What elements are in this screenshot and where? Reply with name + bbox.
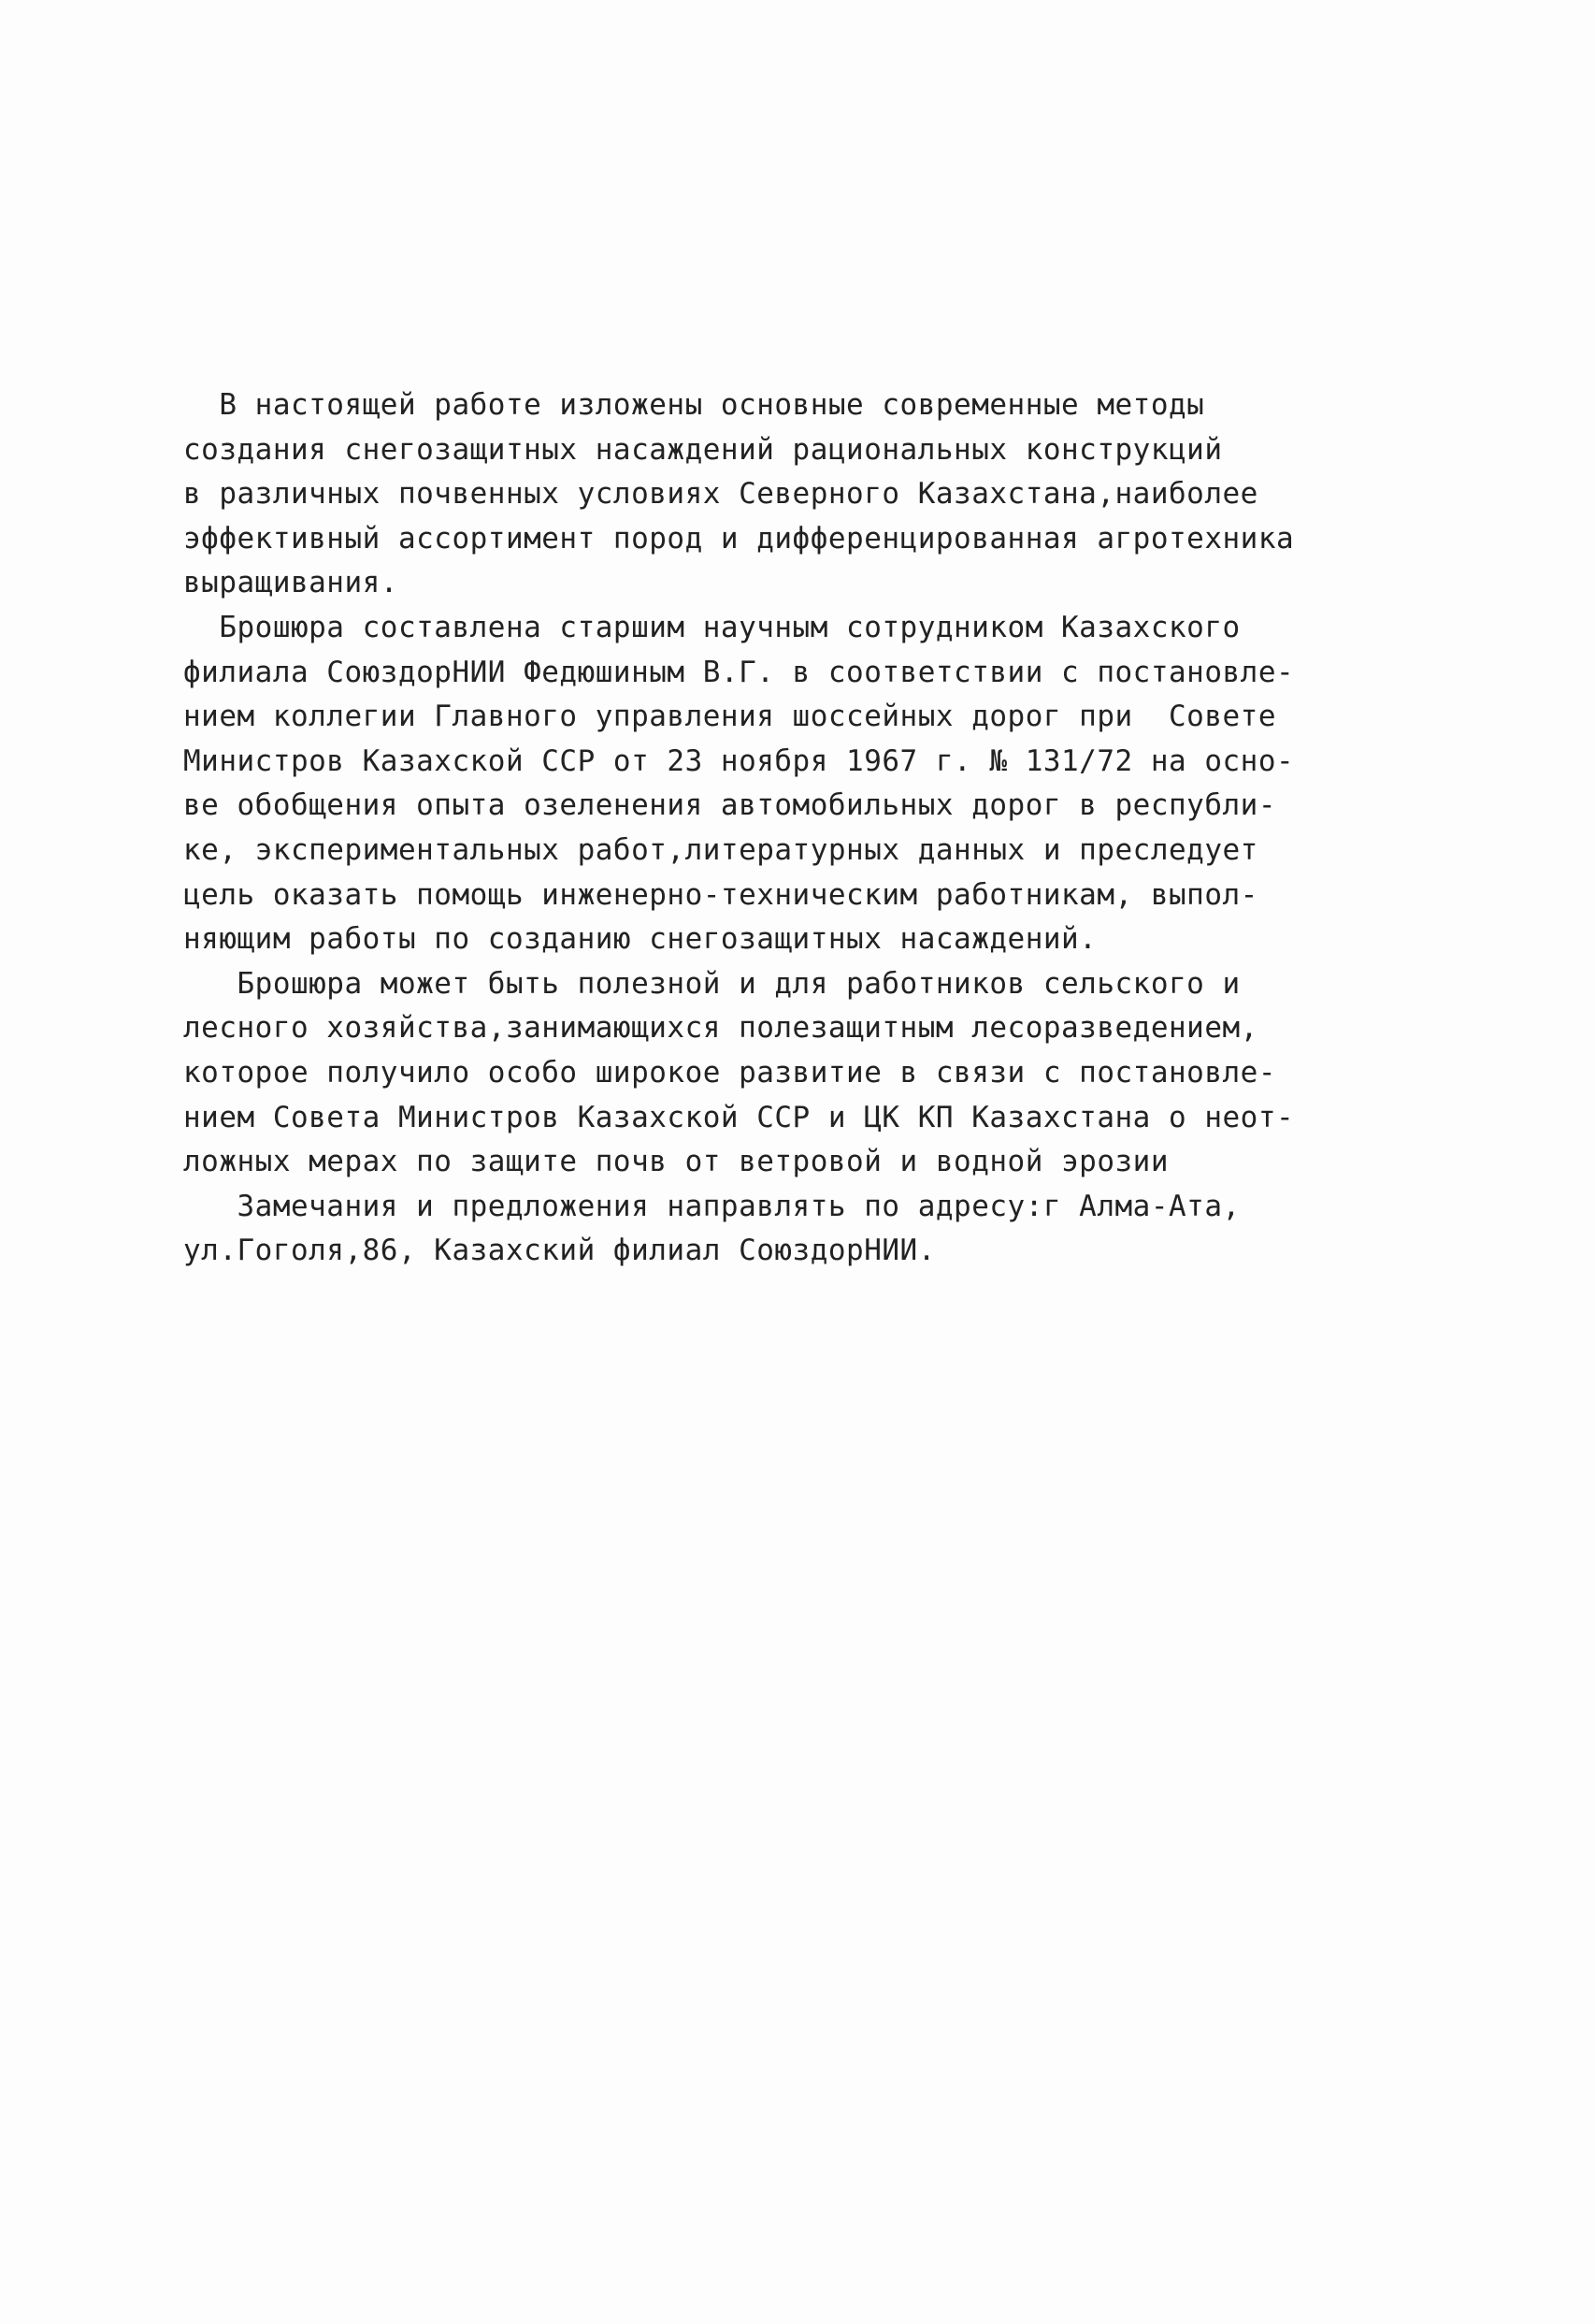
paragraph-2-line-8: няющим работы по созданию снегозащитных насаждений. <box>183 922 1098 957</box>
paragraph-2-line-5: ве обобщения опыта озеленения автомобильных дорог в республи- <box>183 788 1276 823</box>
paragraph-1-line-5: выращивания. <box>183 566 398 600</box>
paragraph-1-line-4: эффективный ассортимент пород и дифференцированная агротехника <box>183 521 1295 556</box>
paragraph-2-line-4: Министров Казахской ССР от 23 ноября 1967 г. № 131/72 на осно- <box>183 743 1295 778</box>
paragraph-2-line-2: филиала СоюздорНИИ Федюшиным В.Г. в соответствии с постановле- <box>183 655 1295 689</box>
paragraph-3-line-5: ложных мерах по защите почв от ветровой и водной эрозии <box>183 1145 1169 1179</box>
paragraph-3-line-2: лесного хозяйства,занимающихся полезащитным лесоразведением, <box>183 1011 1258 1046</box>
document-body <box>183 383 1427 1274</box>
paragraph-3-line-1: Брошюра может быть полезной и для работников сельского и <box>183 966 1241 1001</box>
paragraph-2-line-1: Брошюра составлена старшим научным сотрудником Казахского <box>183 610 1241 644</box>
paragraph-4-line-1: Замечания и предложения направлять по адресу:г Алма-Ата, <box>183 1189 1241 1223</box>
paragraph-1-line-2: создания снегозащитных насаждений рациональных конструкций <box>183 432 1223 467</box>
paragraph-2-line-7: цель оказать помощь инженерно-техническим работникам, выпол- <box>183 877 1258 912</box>
paragraph-1-line-1: В настоящей работе изложены основные современные методы <box>183 388 1205 422</box>
paragraph-1-line-3: в различных почвенных условиях Северного Казахстана,наиболее <box>183 477 1258 512</box>
paragraph-3-line-4: нием Совета Министров Казахской ССР и ЦК КП Казахстана о неот- <box>183 1100 1295 1134</box>
paragraph-3-line-3: которое получило особо широкое развитие в связи с постановле- <box>183 1055 1276 1090</box>
paragraph-2-line-6: ке, экспериментальных работ,литературных данных и преследует <box>183 832 1258 867</box>
paragraph-2-line-3: нием коллегии Главного управления шоссейных дорог при Совете <box>183 700 1276 734</box>
paragraph-4-line-2: ул.Гоголя,86, Казахский филиал СоюздорНИИ. <box>183 1234 936 1268</box>
